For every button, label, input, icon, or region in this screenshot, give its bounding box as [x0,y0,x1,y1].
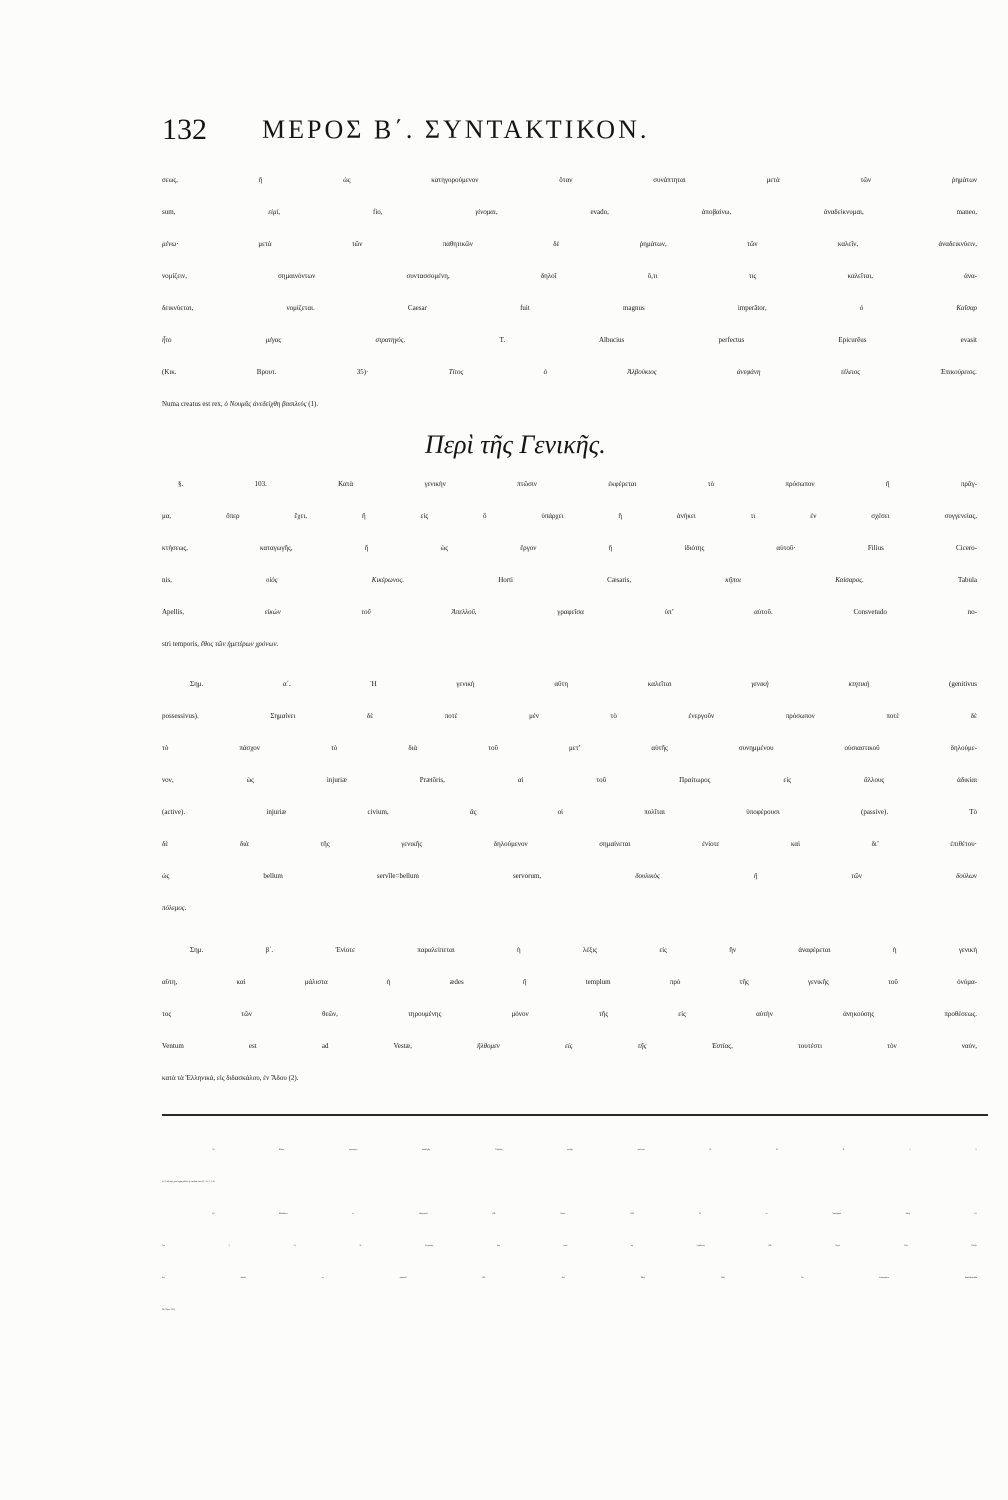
text-segment: Ἀπ. 3, 13, 3). Σωκράτης ἔφη ἰέναι εἰς Ἀγάθωνος (Πλ. Συμπ. 174). Εἰσῆλ- [162,1245,977,1247]
text-line [162,892,977,924]
text-line [162,532,977,564]
text-segment: Tabula [863,576,977,584]
text-segment: νον, ὡς injuriæ Prætōris, αἱ τοῦ Πραίτωρος εἰς ἄλλους ἀδικίαι [162,776,977,784]
text-line [162,596,977,628]
italic-text-segment: ὁ Νουμᾶς ἀνεδείχθη βασιλεύς [224,400,307,408]
text-line [162,796,977,828]
text-segment: δεικνύεται, νομίζεται. Caesar fuit magnus imperātor, [162,304,860,312]
section-103-paragraph [162,468,977,660]
footnote-2 [162,1198,977,1326]
text-segment: Σημ. β΄. Ἐνίοτε παραλείπεται ἡ λέξις εἰς ἣν ἀναφέρεται ἡ γενικὴ [190,946,977,954]
remark-alpha-paragraph [162,668,977,924]
text-segment: nis, [162,576,267,584]
text-segment: (genitivus [869,680,977,688]
remark-beta-paragraph [162,934,977,1094]
text-segment: ὡς bellum servīle=bellum servorum, [162,872,636,880]
text-segment: sum, [162,208,269,216]
italic-text-segment: υἱὸς Κικέρωνος. [266,576,405,584]
text-segment: σεως, ἢ ὡς κατηγορούμενον ὅταν συνάπτηται μετὰ τῶν ῥημάτων [162,176,977,184]
text-line [162,564,977,596]
text-segment: δὲ διὰ τῆς γενικῆς δηλούμενον σημαίνεται ἐνίοτε καὶ δι’ ἐπιθέτου· [162,840,977,848]
text-line [162,732,977,764]
text-line [162,196,977,228]
text-line [162,164,977,196]
text-line [162,1230,977,1262]
text-line [162,628,977,660]
text-segment: (Κικ. Βρουτ. 35)· [162,368,449,376]
text-line [162,356,977,388]
section-heading: Περὶ τῆς Γενικῆς. [425,430,606,459]
running-title: ΜΕΡΟΣ Β΄. ΣΥΝΤΑΚΤΙΚΟΝ. [262,115,650,144]
footnote-1 [162,1134,977,1198]
text-line [162,934,977,966]
text-segment: (2) Μανθάνειν ἐν κιθαριστοῦ (Πλ. Θεαιτ. 206). Τὸ ἐν Ἀσκληπιοῦ ὕδωρ (Ξ. [212,1213,977,1215]
text-line [162,1134,977,1166]
text-line [162,966,977,998]
italic-text-segment: εἰμί, [268,208,281,216]
text-line [162,260,977,292]
text-segment: Numa creatus est rex, [162,400,225,408]
text-line [162,668,977,700]
text-segment: μα, ὅπερ ἔχει, ἢ εἰς ὃ ὑπάρχει ἢ ἀνήκει τι ἐν σχέσει συγγενείας, [162,512,977,520]
text-segment: μετὰ τῶν παθητικῶν δὲ ῥημάτων, τῶν καλεῖν, ἀναδεικνύειν, [178,240,977,248]
footnote-rule [162,1114,988,1116]
text-segment: τουτέστι τὸν ναόν, [732,1042,978,1050]
text-line [162,1262,977,1294]
text-line [162,860,977,892]
italic-text-segment: ἔθος τῶν ἡμετέρων χρόνων. [200,640,279,648]
text-segment: θον οἴκαδε εἰς ἐμαυτοῦ (Πλ. Ἱππ. Μείζ. 304). Ἐκ διδασκάλων ἀπαλλάττεσθαι [162,1277,977,1279]
italic-text-segment: πόλεμος. [162,904,187,912]
footnotes [162,1134,977,1326]
text-segment: §. 103. Κατὰ γενικὴν πτῶσιν ἐκφέρεται τὸ πρόσωπον ἢ πρᾶγ- [178,480,977,488]
italic-text-segment: εἰκὼν τοῦ Ἀπελλοῦ, [264,608,477,616]
text-segment: τὸ πάσχον τὸ διὰ τοῦ μετ’ αὐτῆς συνημμένου οὐσιαστικοῦ δηλούμε- [162,744,977,752]
text-line [162,292,977,324]
text-segment: νομίζειν, σημαινόντων συντασσομένη, δηλοῖ ὅ,τι τις καλεῖται, ἀνα- [162,272,977,280]
text-segment: (1). [306,400,319,408]
text-line [162,324,977,356]
italic-text-segment: Τίτος ὁ Ἀλβούκιος ἀνεφάνη τέλειος Ἐπικούρειος. [448,368,977,376]
text-segment: evado, ἀποβαίνω, ἀναδείκνυμαι, maneo, [497,208,978,216]
italic-text-segment: ἤλθομεν εἰς τῆς Ἑστίας, [477,1042,733,1050]
italic-text-segment: ἦτο μέγας στρατηγός. [162,336,406,344]
text-segment: τος τῶν θεῶν, τηρουμένης μόνον τῆς εἰς αὐτὴν ἀνηκούσης προθέσεως. [162,1010,977,1018]
main-text [162,164,977,1326]
italic-text-segment: γίνομαι, [475,208,498,216]
text-line [162,998,977,1030]
text-line [162,1198,977,1230]
italic-text-segment: κῆποι Καίσαρος. [725,576,864,584]
page-number: 132 [162,113,207,146]
text-segment: (active). injuriæ civium, ἃς οἱ πολῖται ὑποφέρουσι (passive). Τὸ [162,808,977,816]
text-segment: Ventum est ad Vestæ, [162,1042,478,1050]
text-segment: fio, [280,208,476,216]
text-line [162,764,977,796]
text-segment: possessivus). Σημαίνει δὲ ποτὲ μὲν τὸ ἐνεργοῦν πρόσωπον ποτὲ δὲ [162,712,977,720]
text-segment: κατὰ τὰ Ἑλληνικά, εἰς διδασκάλου, ἐν Ἅδου (2). [162,1074,299,1082]
text-segment: stri temporis, [162,640,201,648]
text-line [162,228,977,260]
text-line [162,700,977,732]
italic-text-segment: μένω· [162,240,179,248]
italic-text-segment: ὁ Καῖσαρ [859,304,977,312]
text-line [162,828,977,860]
text-segment: γραφεῖσα ὑπ’ αὐτοῦ. Consvetudo no- [476,608,977,616]
text-line [162,1294,977,1326]
continuation-paragraph [162,164,977,420]
text-line [162,468,977,500]
text-segment: Πλ. Πρωτ. 325). [162,1309,176,1311]
text-segment: Apellis, [162,608,265,616]
text-line [162,500,977,532]
text-segment: T. Albucius perfectus Epicurēus evasit [405,336,977,344]
text-line [162,1062,977,1094]
text-segment: Σημ. α΄. Ἡ γενικὴ αὕτη καλεῖται [190,680,752,688]
text-segment: 4). Ὁ ἀδελφός μου ζημία μᾶλλον ἢ ὠφέλειά ἐστιν (Ξ. Ἀπ. 2, 3, 4). [162,1181,215,1183]
text-segment: κτήσεως, καταγωγῆς, ἢ ὡς ἔργον ἢ ἰδιότης αὐτοῦ· Filius Cicero- [162,544,977,552]
italic-text-segment: δουλικὸς ἢ τῶν δούλων [635,872,977,880]
text-line [162,1030,977,1062]
text-line [162,388,977,420]
text-segment: αὕτη, καὶ μάλιστα ἡ ædes ἢ templum πρὸ τῆς γενικῆς τοῦ ὀνόμα- [162,978,977,986]
text-line [162,1166,977,1198]
text-segment: (1) Κῦρος στρατηγὸς ἀπεδείχθη. Γωβρύας ψευδὴς φαίνεται (Ξ. Κ. Π. 5, 2, [212,1149,977,1151]
italic-text-segment: γενικὴ κτητικὴ [751,680,870,688]
text-segment: Horti Cæsaris, [404,576,726,584]
